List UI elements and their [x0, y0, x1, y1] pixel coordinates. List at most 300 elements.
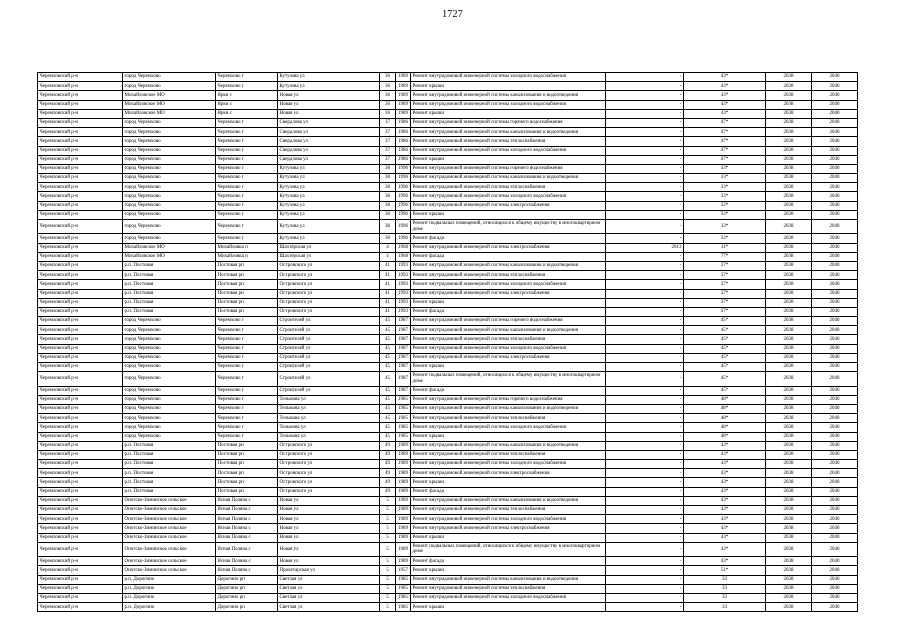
cell-district: Черемховский р-н — [38, 82, 123, 91]
table-row — [38, 289, 858, 298]
cell-locality: Черемхово г — [216, 234, 278, 243]
cell-municipality: Онотско-Зиминское сельское — [123, 506, 216, 515]
cell-house-number: 5 — [380, 542, 396, 556]
cell-last-repair-year: - — [606, 506, 684, 515]
cell-house-number: 41 — [380, 271, 396, 280]
cell-district: Черемховский р-н — [38, 91, 123, 100]
cell-locality: Ярки с — [216, 109, 278, 118]
cell-house-number: 4 — [380, 243, 396, 252]
cell-build-year: 1989 — [396, 496, 411, 505]
table-row — [38, 298, 858, 307]
cell-last-repair-year: - — [606, 307, 684, 316]
cell-street: Кутузова ул — [278, 201, 380, 210]
cell-locality: Ясная Поляна с — [216, 533, 278, 542]
cell-district: Черемховский р-н — [38, 280, 123, 289]
cell-street: Новая ул — [278, 557, 380, 566]
cell-build-year: 1987 — [396, 344, 411, 353]
cell-street: Светлая ул — [278, 584, 380, 593]
cell-municipality: город Черемхово — [123, 317, 216, 326]
cell-wear-percent: 33 — [684, 593, 766, 602]
cell-plan-start-year: 2038 — [766, 533, 812, 542]
table-row — [38, 335, 858, 344]
cell-municipality: город Черемхово — [123, 220, 216, 234]
cell-wear-percent: 47* — [684, 155, 766, 164]
cell-build-year: 1985 — [396, 584, 411, 593]
cell-district: Черемховский р-н — [38, 450, 123, 459]
cell-build-year: 1987 — [396, 363, 411, 372]
cell-street: Островского ул — [278, 298, 380, 307]
cell-wear-percent: 11* — [684, 243, 766, 252]
table-row — [38, 109, 858, 118]
cell-plan-end-year: 2040 — [812, 261, 858, 270]
cell-plan-start-year: 2038 — [766, 307, 812, 316]
cell-wear-percent: 33* — [684, 210, 766, 219]
cell-house-number: 49 — [380, 478, 396, 487]
cell-wear-percent: 51* — [684, 566, 766, 575]
table-row — [38, 73, 858, 82]
cell-plan-end-year: 2040 — [812, 307, 858, 316]
cell-street: Тельмана ул — [278, 395, 380, 404]
cell-plan-end-year: 2040 — [812, 533, 858, 542]
cell-street: Тельмана ул — [278, 432, 380, 441]
cell-plan-end-year: 2040 — [812, 201, 858, 210]
cell-work-type: Ремонт крыши — [411, 432, 606, 441]
cell-work-type: Ремонт внутридомовой инженерной системы холодного водоснабжения — [411, 192, 606, 201]
cell-street: Новая ул — [278, 515, 380, 524]
cell-locality: Черемхово г — [216, 363, 278, 372]
cell-build-year: 1985 — [396, 404, 411, 413]
cell-district: Черемховский р-н — [38, 487, 123, 496]
cell-house-number: 45 — [380, 353, 396, 362]
cell-plan-start-year: 2038 — [766, 372, 812, 386]
cell-build-year: 1989 — [396, 542, 411, 556]
cell-house-number: 38 — [380, 234, 396, 243]
cell-build-year: 1993 — [396, 271, 411, 280]
cell-last-repair-year: - — [606, 252, 684, 261]
cell-work-type: Ремонт внутридомовой инженерной системы теплоснабжения — [411, 414, 606, 423]
cell-house-number: 36 — [380, 82, 396, 91]
cell-street: Островского ул — [278, 280, 380, 289]
cell-district: Черемховский р-н — [38, 603, 123, 612]
cell-build-year: 1993 — [396, 307, 411, 316]
cell-last-repair-year: - — [606, 118, 684, 127]
cell-build-year: 1996 — [396, 164, 411, 173]
cell-district: Черемховский р-н — [38, 155, 123, 164]
cell-last-repair-year: - — [606, 372, 684, 386]
cell-plan-end-year: 2040 — [812, 271, 858, 280]
cell-last-repair-year: - — [606, 280, 684, 289]
cell-wear-percent: 33* — [684, 183, 766, 192]
cell-locality: Ясная Поляна с — [216, 506, 278, 515]
cell-work-type: Ремонт крыши — [411, 533, 606, 542]
cell-plan-start-year: 2038 — [766, 82, 812, 91]
cell-locality: Черемхово г — [216, 432, 278, 441]
cell-build-year: 1985 — [396, 395, 411, 404]
cell-plan-end-year: 2040 — [812, 496, 858, 505]
cell-district: Черемховский р-н — [38, 575, 123, 584]
cell-district: Черемховский р-н — [38, 210, 123, 219]
cell-build-year: 1996 — [396, 210, 411, 219]
table-row — [38, 307, 858, 316]
cell-plan-start-year: 2038 — [766, 183, 812, 192]
cell-last-repair-year: - — [606, 566, 684, 575]
cell-build-year: 1996 — [396, 192, 411, 201]
cell-last-repair-year: - — [606, 414, 684, 423]
cell-build-year: 1986 — [396, 118, 411, 127]
cell-municipality: Михайловское МО — [123, 109, 216, 118]
cell-work-type: Ремонт крыши — [411, 363, 606, 372]
cell-plan-end-year: 2040 — [812, 386, 858, 395]
cell-plan-start-year: 2038 — [766, 395, 812, 404]
cell-build-year: 1987 — [396, 386, 411, 395]
table-row — [38, 118, 858, 127]
cell-municipality: Онотско-Зиминское сельское — [123, 557, 216, 566]
cell-last-repair-year: - — [606, 220, 684, 234]
cell-work-type: Ремонт внутридомовой инженерной системы холодного водоснабжения — [411, 460, 606, 469]
cell-build-year: 1989 — [396, 515, 411, 524]
cell-wear-percent: 33 — [684, 584, 766, 593]
cell-last-repair-year: - — [606, 575, 684, 584]
cell-municipality: город Черемхово — [123, 326, 216, 335]
cell-wear-percent: 45* — [684, 344, 766, 353]
cell-municipality: город Черемхово — [123, 183, 216, 192]
cell-work-type: Ремонт крыши — [411, 478, 606, 487]
cell-street: Кутузова ул — [278, 192, 380, 201]
cell-plan-end-year: 2040 — [812, 220, 858, 234]
cell-house-number: 49 — [380, 487, 396, 496]
cell-house-number: 45 — [380, 344, 396, 353]
cell-work-type: Ремонт крыши — [411, 298, 606, 307]
cell-last-repair-year: - — [606, 155, 684, 164]
cell-build-year: 1987 — [396, 372, 411, 386]
cell-municipality: р.п. Постовая — [123, 280, 216, 289]
cell-street: Светлая ул — [278, 603, 380, 612]
cell-municipality: город Черемхово — [123, 73, 216, 82]
cell-work-type: Ремонт внутридомовой инженерной системы горячего водоснабжения — [411, 164, 606, 173]
table-row — [38, 128, 858, 137]
cell-locality: Дорогино рп — [216, 575, 278, 584]
cell-build-year: 1989 — [396, 91, 411, 100]
cell-work-type: Ремонт подвальных помещений, относящихся к общему имуществу в многоквартирном доме — [411, 372, 606, 386]
table-row — [38, 243, 858, 252]
cell-wear-percent: 48* — [684, 423, 766, 432]
cell-build-year: 1987 — [396, 326, 411, 335]
table-row — [38, 575, 858, 584]
cell-work-type: Ремонт внутридомовой инженерной системы холодного водоснабжения — [411, 423, 606, 432]
cell-last-repair-year: - — [606, 404, 684, 413]
cell-wear-percent: 43* — [684, 100, 766, 109]
cell-house-number: 41 — [380, 307, 396, 316]
cell-last-repair-year: - — [606, 146, 684, 155]
table-row — [38, 174, 858, 183]
cell-house-number: 5 — [380, 575, 396, 584]
cell-street: Светлая ул — [278, 575, 380, 584]
cell-work-type: Ремонт внутридомовой инженерной системы электроснабжения — [411, 243, 606, 252]
cell-plan-end-year: 2040 — [812, 73, 858, 82]
cell-house-number: 45 — [380, 386, 396, 395]
cell-locality: Черемхово г — [216, 137, 278, 146]
cell-locality: Ясная Поляна с — [216, 542, 278, 556]
cell-plan-start-year: 2038 — [766, 524, 812, 533]
cell-municipality: р.п. Дорогино — [123, 603, 216, 612]
cell-wear-percent: 45* — [684, 363, 766, 372]
cell-house-number: 45 — [380, 317, 396, 326]
cell-plan-start-year: 2038 — [766, 73, 812, 82]
cell-plan-start-year: 2038 — [766, 100, 812, 109]
cell-plan-start-year: 2038 — [766, 91, 812, 100]
cell-district: Черемховский р-н — [38, 542, 123, 556]
cell-street: Строителей ул — [278, 386, 380, 395]
table-row — [38, 192, 858, 201]
cell-house-number: 38 — [380, 174, 396, 183]
cell-work-type: Ремонт внутридомовой инженерной системы теплоснабжения — [411, 137, 606, 146]
cell-wear-percent: 47* — [684, 146, 766, 155]
cell-municipality: Михайловское МО — [123, 243, 216, 252]
cell-house-number: 41 — [380, 280, 396, 289]
cell-build-year: 1986 — [396, 155, 411, 164]
cell-house-number: 45 — [380, 372, 396, 386]
cell-wear-percent: 48* — [684, 395, 766, 404]
cell-wear-percent: 43* — [684, 487, 766, 496]
cell-locality: Дорогино рп — [216, 593, 278, 602]
cell-work-type: Ремонт внутридомовой инженерной системы холодного водоснабжения — [411, 100, 606, 109]
cell-plan-end-year: 2040 — [812, 575, 858, 584]
cell-street: Островского ул — [278, 460, 380, 469]
cell-work-type: Ремонт внутридомовой инженерной системы канализования и водоотведения — [411, 128, 606, 137]
cell-plan-start-year: 2038 — [766, 289, 812, 298]
cell-municipality: Онотско-Зиминское сельское — [123, 524, 216, 533]
table-row — [38, 386, 858, 395]
cell-build-year: 1985 — [396, 603, 411, 612]
cell-build-year: 1968 — [396, 243, 411, 252]
cell-district: Черемховский р-н — [38, 386, 123, 395]
cell-municipality: город Черемхово — [123, 164, 216, 173]
cell-wear-percent: 37* — [684, 261, 766, 270]
cell-locality: Постовая рп — [216, 261, 278, 270]
cell-plan-end-year: 2040 — [812, 146, 858, 155]
cell-street: Островского ул — [278, 487, 380, 496]
repair-schedule-table — [37, 72, 858, 612]
cell-house-number: 5 — [380, 515, 396, 524]
cell-district: Черемховский р-н — [38, 423, 123, 432]
cell-plan-end-year: 2040 — [812, 298, 858, 307]
cell-work-type: Ремонт внутридомовой инженерной системы холодного водоснабжения — [411, 73, 606, 82]
cell-municipality: р.п. Постовая — [123, 289, 216, 298]
cell-build-year: 1957 — [396, 566, 411, 575]
cell-house-number: 38 — [380, 220, 396, 234]
cell-work-type: Ремонт внутридомовой инженерной системы горячего водоснабжения — [411, 395, 606, 404]
cell-plan-end-year: 2040 — [812, 450, 858, 459]
cell-plan-start-year: 2038 — [766, 414, 812, 423]
cell-municipality: город Черемхово — [123, 335, 216, 344]
cell-street: Кутузова ул — [278, 82, 380, 91]
cell-plan-start-year: 2038 — [766, 557, 812, 566]
cell-plan-start-year: 2038 — [766, 432, 812, 441]
cell-house-number: 45 — [380, 423, 396, 432]
cell-build-year: 1993 — [396, 280, 411, 289]
cell-district: Черемховский р-н — [38, 496, 123, 505]
cell-locality: Черемхово г — [216, 344, 278, 353]
cell-build-year: 1989 — [396, 109, 411, 118]
cell-locality: Дорогино рп — [216, 584, 278, 593]
cell-plan-start-year: 2038 — [766, 344, 812, 353]
cell-work-type: Ремонт внутридомовой инженерной системы канализования и водоотведения — [411, 91, 606, 100]
cell-last-repair-year: - — [606, 128, 684, 137]
cell-last-repair-year: - — [606, 164, 684, 173]
cell-plan-end-year: 2040 — [812, 326, 858, 335]
cell-wear-percent: 33 — [684, 575, 766, 584]
cell-house-number: 38 — [380, 210, 396, 219]
cell-house-number: 38 — [380, 183, 396, 192]
cell-house-number: 37 — [380, 155, 396, 164]
table-row — [38, 469, 858, 478]
table-row — [38, 234, 858, 243]
cell-house-number: 49 — [380, 441, 396, 450]
cell-plan-start-year: 2038 — [766, 566, 812, 575]
cell-plan-start-year: 2038 — [766, 469, 812, 478]
cell-locality: Черемхово г — [216, 395, 278, 404]
cell-plan-start-year: 2038 — [766, 243, 812, 252]
cell-locality: Ясная Поляна с — [216, 524, 278, 533]
cell-district: Черемховский р-н — [38, 109, 123, 118]
cell-plan-end-year: 2040 — [812, 478, 858, 487]
cell-wear-percent: 45* — [684, 335, 766, 344]
cell-district: Черемховский р-н — [38, 183, 123, 192]
cell-district: Черемховский р-н — [38, 335, 123, 344]
cell-wear-percent: 33 — [684, 603, 766, 612]
cell-plan-end-year: 2040 — [812, 192, 858, 201]
cell-plan-start-year: 2038 — [766, 252, 812, 261]
cell-municipality: город Черемхово — [123, 344, 216, 353]
cell-house-number: 5 — [380, 584, 396, 593]
cell-plan-start-year: 2038 — [766, 271, 812, 280]
cell-street: Кутузова ул — [278, 73, 380, 82]
cell-house-number: 38 — [380, 164, 396, 173]
cell-last-repair-year: - — [606, 317, 684, 326]
cell-district: Черемховский р-н — [38, 395, 123, 404]
cell-plan-start-year: 2038 — [766, 174, 812, 183]
cell-locality: Постовая рп — [216, 280, 278, 289]
cell-street: Островского ул — [278, 271, 380, 280]
table-body — [38, 73, 858, 612]
cell-work-type: Ремонт фасада — [411, 307, 606, 316]
cell-district: Черемховский р-н — [38, 326, 123, 335]
cell-street: Строителей ул — [278, 372, 380, 386]
cell-house-number: 5 — [380, 566, 396, 575]
cell-plan-start-year: 2038 — [766, 201, 812, 210]
cell-last-repair-year: - — [606, 91, 684, 100]
cell-plan-end-year: 2040 — [812, 344, 858, 353]
cell-street: Кутузова ул — [278, 234, 380, 243]
cell-street: Свердлова ул — [278, 128, 380, 137]
cell-build-year: 1989 — [396, 557, 411, 566]
cell-last-repair-year: - — [606, 423, 684, 432]
cell-house-number: 5 — [380, 533, 396, 542]
cell-build-year: 1989 — [396, 73, 411, 82]
cell-wear-percent: 37* — [684, 289, 766, 298]
cell-plan-start-year: 2038 — [766, 210, 812, 219]
cell-plan-end-year: 2040 — [812, 423, 858, 432]
cell-district: Черемховский р-н — [38, 557, 123, 566]
cell-plan-start-year: 2038 — [766, 128, 812, 137]
cell-last-repair-year: - — [606, 478, 684, 487]
cell-district: Черемховский р-н — [38, 478, 123, 487]
cell-plan-start-year: 2038 — [766, 584, 812, 593]
cell-municipality: город Черемхово — [123, 432, 216, 441]
cell-street: Островского ул — [278, 289, 380, 298]
cell-locality: Черемхово г — [216, 404, 278, 413]
cell-street: Шахтёрская ул — [278, 243, 380, 252]
cell-municipality: город Черемхово — [123, 404, 216, 413]
cell-locality: Черемхово г — [216, 155, 278, 164]
cell-wear-percent: 37* — [684, 280, 766, 289]
cell-work-type: Ремонт внутридомовой инженерной системы теплоснабжения — [411, 506, 606, 515]
cell-last-repair-year: - — [606, 487, 684, 496]
table-row — [38, 496, 858, 505]
cell-last-repair-year: 2013 — [606, 243, 684, 252]
cell-street: Тельмана ул — [278, 414, 380, 423]
cell-work-type: Ремонт внутридомовой инженерной системы канализования и водоотведения — [411, 261, 606, 270]
cell-district: Черемховский р-н — [38, 100, 123, 109]
cell-work-type: Ремонт внутридомовой инженерной системы канализования и водоотведения — [411, 404, 606, 413]
cell-plan-end-year: 2040 — [812, 137, 858, 146]
cell-house-number: 37 — [380, 118, 396, 127]
cell-work-type: Ремонт крыши — [411, 210, 606, 219]
cell-build-year: 1989 — [396, 506, 411, 515]
cell-plan-start-year: 2038 — [766, 118, 812, 127]
cell-build-year: 1985 — [396, 423, 411, 432]
cell-house-number: 5 — [380, 506, 396, 515]
table-row — [38, 414, 858, 423]
table-row — [38, 478, 858, 487]
cell-street: Кутузова ул — [278, 220, 380, 234]
cell-last-repair-year: - — [606, 533, 684, 542]
cell-street: Островского ул — [278, 450, 380, 459]
cell-wear-percent: 43* — [684, 557, 766, 566]
cell-locality: Черемхово г — [216, 146, 278, 155]
table-row — [38, 566, 858, 575]
cell-plan-start-year: 2038 — [766, 261, 812, 270]
cell-municipality: город Черемхово — [123, 146, 216, 155]
cell-street: Свердлова ул — [278, 155, 380, 164]
cell-build-year: 1987 — [396, 353, 411, 362]
cell-work-type: Ремонт внутридомовой инженерной системы холодного водоснабжения — [411, 344, 606, 353]
cell-last-repair-year: - — [606, 261, 684, 270]
cell-municipality: р.п. Постовая — [123, 469, 216, 478]
cell-street: Новая ул — [278, 496, 380, 505]
cell-street: Новая ул — [278, 109, 380, 118]
cell-build-year: 1985 — [396, 593, 411, 602]
cell-wear-percent: 47* — [684, 128, 766, 137]
cell-municipality: город Черемхово — [123, 192, 216, 201]
cell-plan-end-year: 2040 — [812, 515, 858, 524]
cell-district: Черемховский р-н — [38, 593, 123, 602]
table-row — [38, 557, 858, 566]
cell-work-type: Ремонт внутридомовой инженерной системы теплоснабжения — [411, 450, 606, 459]
table-row — [38, 271, 858, 280]
cell-locality: Ярки с — [216, 100, 278, 109]
table-row — [38, 317, 858, 326]
cell-wear-percent: 43* — [684, 73, 766, 82]
cell-house-number: 45 — [380, 326, 396, 335]
table-row — [38, 210, 858, 219]
cell-build-year: 1989 — [396, 450, 411, 459]
cell-street: Строителей ул — [278, 363, 380, 372]
cell-street: Кутузова ул — [278, 183, 380, 192]
cell-plan-end-year: 2040 — [812, 155, 858, 164]
cell-last-repair-year: - — [606, 450, 684, 459]
cell-locality: Постовая рп — [216, 271, 278, 280]
